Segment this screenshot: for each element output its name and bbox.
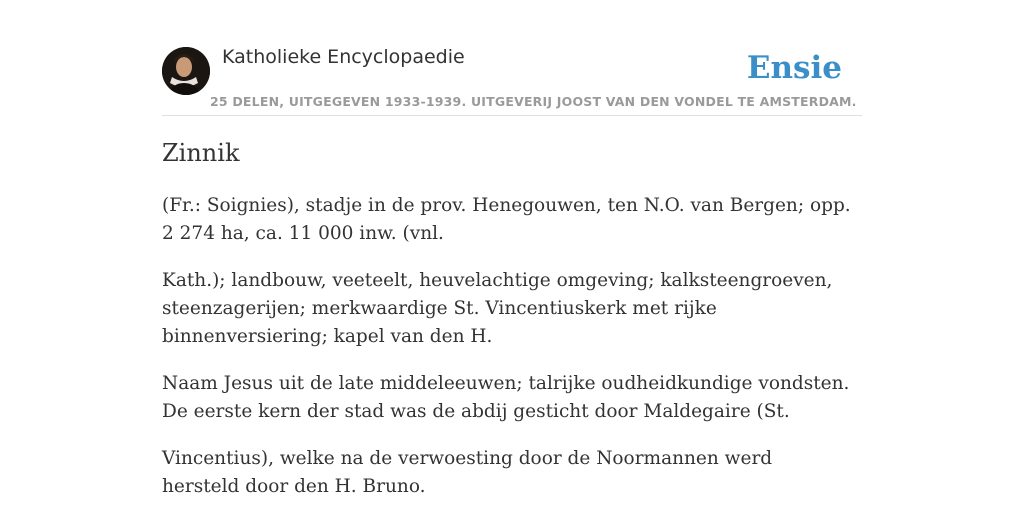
avatar[interactable] <box>162 47 210 95</box>
brand-logo[interactable]: Ensie <box>746 50 842 86</box>
site-header <box>162 44 862 116</box>
article-body <box>162 192 852 512</box>
article-paragraph: Naam Jesus uit de late middeleeuwen; talrijke oudheidkundige vondsten. De eerste kern der stad was de abdij gesticht door Maldegaire (St. <box>162 373 850 422</box>
article-paragraph: Kath.); landbouw, veeteelt, heuvelachtige omgeving; kalksteengroeven, steenzagerijen; merkwaardige St. Vincentiuskerk met rijke binnenversiering; kapel van den H. <box>162 270 833 347</box>
site-title[interactable]: Katholieke Encyclopaedie <box>222 46 465 68</box>
site-subtitle: 25 DELEN, UITGEGEVEN 1933-1939. UITGEVERIJ JOOST VAN DEN VONDEL TE AMSTERDAM. <box>210 94 857 109</box>
page-title: Zinnik <box>162 139 240 167</box>
article-paragraph: Vincentius), welke na de verwoesting door de Noormannen werd hersteld door den H. Bruno. <box>162 448 773 497</box>
portrait-icon <box>162 47 210 95</box>
article-paragraph: (Fr.: Soignies), stadje in de prov. Henegouwen, ten N.O. van Bergen; opp. 2 274 ha, ca. 11 000 inw. (vnl. <box>162 195 851 244</box>
